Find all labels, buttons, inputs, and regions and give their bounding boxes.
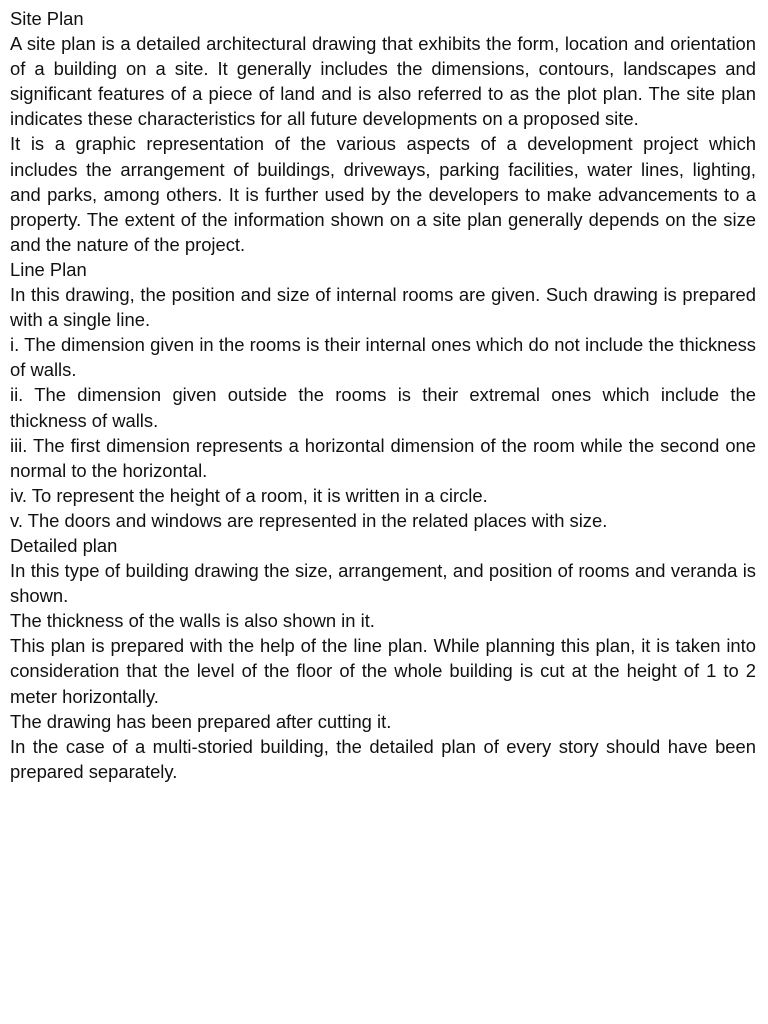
list-item: v. The doors and windows are represented in the related places with size.: [10, 509, 608, 531]
section-heading-site-plan: Site Plan: [10, 8, 84, 29]
list-item: iv. To represent the height of a room, it is written in a circle.: [10, 484, 488, 506]
paragraph: In this type of building drawing the size, arrangement, and position of rooms and veranda is shown.: [10, 560, 756, 607]
detailed-plan-section: [10, 533, 756, 784]
paragraph: In the case of a multi-storied building, the detailed plan of every story should have been prepared separately.: [10, 735, 756, 782]
paragraph: A site plan is a detailed architectural drawing that exhibits the form, location and orientation of a building on a site. It generally includes the dimensions, contours, landscapes and significant features of a piece of land and is also referred to as the plot plan. The site plan indicates these characteristics for all future developments on a proposed site.: [10, 33, 756, 130]
list-item: iii. The first dimension represents a horizontal dimension of the room while the second one normal to the horizontal.: [10, 434, 756, 481]
list-item: ii. The dimension given outside the rooms is their extremal ones which include the thickness of walls.: [10, 384, 756, 431]
list-item: i. The dimension given in the rooms is their internal ones which do not include the thickness of walls.: [10, 334, 756, 381]
paragraph: The thickness of the walls is also shown in it.: [10, 610, 375, 632]
paragraph: It is a graphic representation of the various aspects of a development project which includes the arrangement of buildings, driveways, parking facilities, water lines, lighting, and parks, among others. It is further used by the developers to make advancements to a property. The extent of the information shown on a site plan generally depends on the size and the nature of the project.: [10, 133, 756, 255]
line-plan-section: [10, 257, 756, 533]
paragraph: In this drawing, the position and size of internal rooms are given. Such drawing is prepared with a single line.: [10, 284, 756, 331]
document-page: [10, 6, 756, 784]
site-plan-section: [10, 6, 756, 257]
section-heading-detailed-plan: Detailed plan: [10, 534, 118, 556]
section-heading-line-plan: Line Plan: [10, 258, 87, 280]
paragraph: The drawing has been prepared after cutting it.: [10, 710, 392, 732]
paragraph: This plan is prepared with the help of the line plan. While planning this plan, it is taken into consideration that the level of the floor of the whole building is cut at the height of 1 to 2 meter horizontally.: [10, 635, 756, 707]
